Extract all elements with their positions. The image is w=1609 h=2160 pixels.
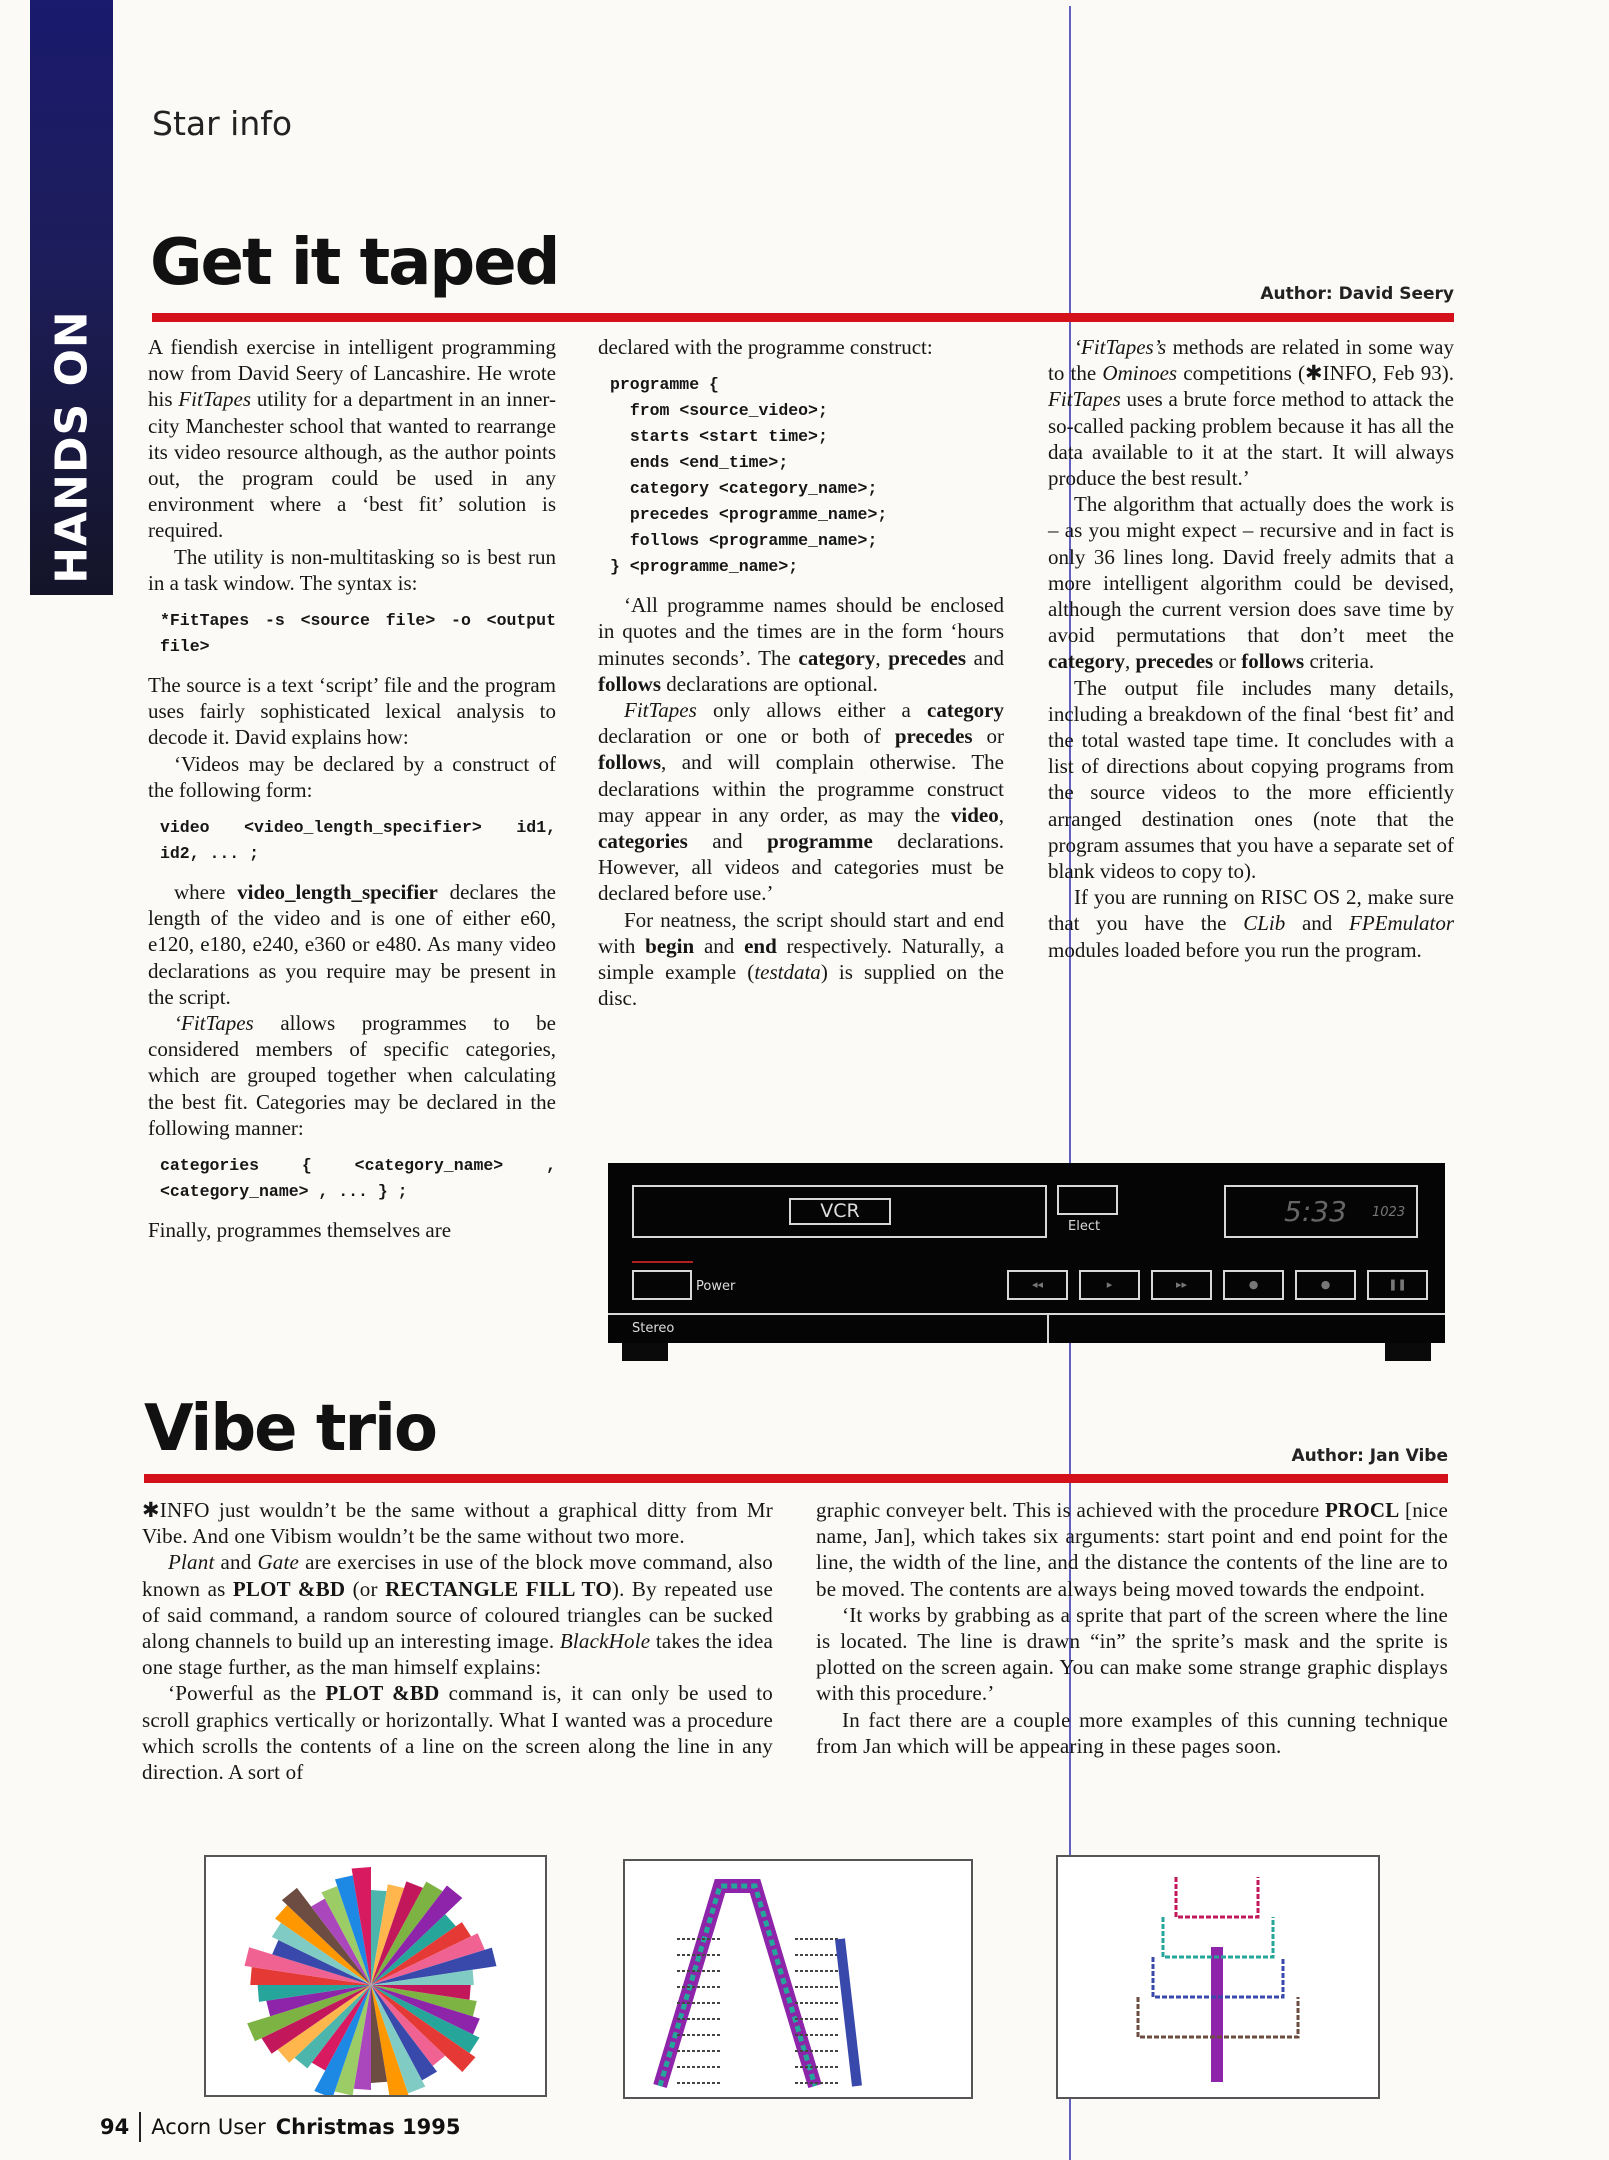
- power-button: [632, 1270, 692, 1300]
- article2-column-1: [142, 1497, 773, 1785]
- transport-button: [1367, 1270, 1428, 1300]
- article-title: Vibe trio: [144, 1392, 436, 1466]
- paragraph: [1048, 491, 1454, 674]
- text-run: and: [687, 829, 768, 854]
- paragraph: [148, 1010, 556, 1141]
- vcr-divider: [608, 1313, 1445, 1315]
- italic-text: ‘FitTapes’s: [1074, 335, 1167, 359]
- bold-text: RECTANGLE FILL TO: [385, 1576, 612, 1601]
- text-run: declaration or one or both of: [598, 724, 895, 749]
- text-run: modules loaded before you run the program.: [1048, 937, 1422, 962]
- text-run: ‘Videos may be declared by a construct of the following form:: [148, 751, 556, 802]
- text-run: ,: [1124, 649, 1136, 674]
- bold-text: category: [927, 698, 1004, 723]
- transport-button: [1151, 1270, 1212, 1300]
- text-run: The source is a text ‘script’ file and the program uses fairly sophisticated lexical analysis to decode it. David explains how:: [148, 673, 556, 750]
- paragraph: [148, 334, 556, 544]
- paragraph: [1048, 884, 1454, 963]
- transport-button-icon: ◂◂: [1031, 1278, 1044, 1291]
- bold-text: programme: [767, 829, 873, 854]
- paragraph: [816, 1497, 1448, 1602]
- title-rule: [144, 1474, 1448, 1483]
- page-footer: [100, 2112, 461, 2142]
- power-label: Power: [696, 1279, 736, 1294]
- transport-button-icon: ●: [1320, 1278, 1331, 1291]
- bold-text: PLOT &BD: [232, 1576, 346, 1601]
- text-run: The utility is non-multitasking so is best run in a task window. The syntax is:: [148, 544, 556, 595]
- transport-button-icon: ▸: [1106, 1278, 1113, 1291]
- text-run: ,: [875, 645, 889, 670]
- code-snippet: categories { <category_name> , <category_name> , ... } ;: [160, 1156, 566, 1202]
- text-run: A fiendish exercise in intelligent programming now from David Seery of Lancashire. He wrote his: [148, 335, 556, 412]
- text-run: ‘It works by grabbing as a sprite that part of the screen where the line is located. The line is drawn “in” the sprite’s mask and the sprite is plotted on the screen again. You can make some strange graphic displays with this procedure.’: [816, 1602, 1448, 1706]
- text-run: only allows either a: [696, 698, 928, 723]
- section-sidebar: [30, 0, 113, 595]
- text-run: and: [214, 1550, 258, 1575]
- vcr-divider-vertical: [1047, 1313, 1049, 1343]
- text-run: ‘All programme names should be enclosed in quotes and the times are in the form ‘hours minutes seconds’. The: [598, 593, 1004, 670]
- article1-column-2: [598, 334, 1004, 1011]
- transport-button: [1079, 1270, 1140, 1300]
- transport-button: [1007, 1270, 1068, 1300]
- paragraph: [1048, 675, 1454, 885]
- bold-text: precedes: [1135, 649, 1214, 674]
- text-run: declares the length of the video and is one of either e60, e120, e180, e240, e360 or e480. As many video declarations as you require may be present in the script.: [148, 880, 556, 1009]
- plant-screenshot: [204, 1855, 547, 2097]
- paragraph: [148, 879, 556, 1010]
- paragraph: [1048, 334, 1454, 491]
- italic-text: FPEmulator: [1349, 911, 1454, 936]
- bold-text: precedes: [888, 645, 967, 670]
- vcr-illustration: [608, 1163, 1445, 1343]
- paragraph: [142, 1680, 773, 1785]
- bold-text: category: [1048, 649, 1125, 674]
- paragraph: [598, 334, 1004, 360]
- transport-button: [1223, 1270, 1284, 1300]
- text-run: methods are related in some way to the: [1048, 335, 1454, 386]
- article-title: Get it taped: [150, 226, 559, 300]
- bold-text: begin: [645, 933, 695, 958]
- italic-text: ‘FitTapes: [174, 1011, 254, 1036]
- text-run: For neatness, the script should start and end with: [598, 907, 1004, 958]
- text-run: ) is supplied on the disc.: [598, 960, 1004, 1011]
- vcr-label-box: [789, 1198, 891, 1225]
- text-run: [nice name, Jan], which takes six arguments: start point and end point for the line, the width of the line, and the distance the contents of the line are to be moved. The contents are always being moved towards the endpoint.: [816, 1498, 1449, 1601]
- scan-artifact-line: [1069, 6, 1071, 2160]
- text-run: , and will complain otherwise. The declarations within the programme construct may appear in any order, as may the: [598, 750, 1004, 827]
- paragraph: [142, 1497, 773, 1549]
- text-run: takes the idea one stage further, as the man himself explains:: [142, 1629, 773, 1680]
- paragraph: [148, 751, 556, 803]
- stereo-label: Stereo: [632, 1321, 675, 1336]
- text-run: respectively. Naturally, a simple example (: [598, 933, 1004, 985]
- issue-date: Christmas 1995: [275, 2115, 461, 2139]
- article-author: Author: David Seery: [1260, 284, 1454, 304]
- italic-text: Plant: [168, 1550, 215, 1575]
- bold-text: follows: [598, 671, 661, 696]
- blackhole-screenshot: [1056, 1855, 1380, 2099]
- text-run: declarations. However, all videos and categories must be declared before use.’: [598, 829, 1005, 906]
- bold-text: video: [950, 802, 999, 827]
- clock-display: [1224, 1185, 1418, 1238]
- arch-band: [840, 1939, 857, 2086]
- italic-text: FitTapes: [1048, 387, 1121, 412]
- italic-text: testdata: [754, 960, 821, 985]
- transport-button-icon: ●: [1248, 1278, 1259, 1291]
- paragraph: [148, 672, 556, 751]
- gate-screenshot: [623, 1859, 973, 2099]
- text-run: ,: [998, 802, 1004, 827]
- text-run: where: [174, 880, 238, 905]
- paragraph: [142, 1549, 773, 1680]
- sidebar-label: HANDS ON: [46, 310, 97, 584]
- bold-text: precedes: [894, 724, 973, 749]
- bold-text: video_length_specifier: [237, 880, 438, 905]
- article1-column-1: [148, 334, 566, 1243]
- text-run: or: [972, 724, 1004, 749]
- article1-column-3: [1048, 334, 1454, 963]
- italic-text: BlackHole: [559, 1629, 651, 1654]
- bold-text: end: [744, 933, 777, 958]
- text-run: declared with the programme construct:: [598, 335, 933, 359]
- text-run: The algorithm that actually does the work is – as you might expect – recursive and in fact is only 36 lines long. David freely admits that a more intelligent algorithm could be devised, although the current version does save time by avoid permutations that don’t meet the: [1048, 492, 1454, 648]
- vcr-foot: [622, 1343, 668, 1361]
- text-run: In fact there are a couple more examples of this cunning technique from Jan which will be appearing in these pages soon.: [816, 1707, 1448, 1758]
- bold-text: follows: [598, 750, 661, 775]
- clock-counter: 1023: [1372, 1205, 1406, 1220]
- text-run: uses a brute force method to attack the so-called packing problem because it has all the data available to it at the start. It will always produce the best result.’: [1048, 387, 1454, 491]
- paragraph: [816, 1707, 1448, 1759]
- text-run: and: [1285, 911, 1349, 936]
- text-run: utility for a department in an inner-city Manchester school that wanted to rearrange its video resource although, as the author points out, the program could be used in any environment where a ‘best fit’ solution is required.: [148, 387, 556, 543]
- text-run: ). By repeated use of said command, a random source of coloured triangles can be sucked along channels to build up an interesting image.: [142, 1576, 773, 1654]
- article-author: Author: Jan Vibe: [1291, 1446, 1448, 1466]
- text-run: criteria.: [1304, 649, 1375, 674]
- bold-text: category: [798, 645, 876, 670]
- code-snippet: video <video_length_specifier> id1, id2, ... ;: [160, 818, 566, 864]
- italic-text: CLib: [1243, 911, 1286, 936]
- article2-column-2: [816, 1497, 1448, 1759]
- paragraph: [148, 544, 556, 596]
- paragraph: [816, 1602, 1448, 1707]
- paragraph: [598, 592, 1004, 697]
- vcr-foot: [1385, 1343, 1431, 1361]
- tree-branch: [1176, 1877, 1258, 1917]
- clock-time: 5:33: [1284, 1195, 1347, 1228]
- text-run: are exercises in use of the block move command, also known as: [142, 1550, 773, 1601]
- paragraph: [598, 697, 1004, 907]
- text-run: ✱INFO just wouldn’t be the same without a graphical ditty from Mr Vibe. And one Vibism wouldn’t be the same without two more.: [142, 1498, 773, 1549]
- text-run: graphic conveyer belt. This is achieved with the procedure: [816, 1498, 1325, 1522]
- vcr-label: VCR: [820, 1200, 860, 1222]
- bold-text: follows: [1241, 649, 1305, 674]
- title-rule: [152, 313, 1454, 322]
- text-run: competitions (✱INFO, Feb 93).: [1177, 361, 1454, 386]
- text-run: allows programmes to be considered members of specific categories, which are grouped together when calculating the best fit. Categories may be declared in the following manner:: [148, 1011, 556, 1140]
- section-title: Star info: [152, 104, 293, 143]
- text-run: declarations are optional.: [661, 671, 878, 696]
- footer-divider: [139, 2112, 141, 2142]
- code-snippet: programme { from <source_video>; starts <start time>; ends <end_time>; category <category_name>; precedes <programme_name>; follows <programme_name>; } <programme_name>;: [610, 375, 888, 577]
- italic-text: Gate: [257, 1550, 300, 1575]
- text-run: Finally, programmes themselves are: [148, 1218, 452, 1243]
- eject-label: Elect: [1068, 1219, 1101, 1234]
- transport-button: [1295, 1270, 1356, 1300]
- text-run: or: [1213, 649, 1242, 674]
- magazine-name: Acorn User: [151, 2115, 266, 2139]
- eject-button: [1057, 1185, 1118, 1215]
- paragraph: [148, 1217, 556, 1243]
- bold-text: categories: [598, 829, 688, 854]
- paragraph: [598, 907, 1004, 1012]
- text-run: ‘Powerful as the: [168, 1681, 326, 1706]
- text-run: command is, it can only be used to scroll graphics vertically or horizontally. What I wanted was a procedure which scrolls the contents of a line on the screen along the line in any direction. A sort of: [142, 1681, 774, 1785]
- transport-button-icon: ❚❚: [1388, 1278, 1407, 1291]
- text-run: The output file includes many details, including a breakdown of the final ‘best fit’ and the total wasted tape time. It concludes with a list of directions about copying programs from the source videos to the more efficiently arranged destination ones (note that the program assumes that you have a separate set of blank videos to copy to).: [1048, 675, 1454, 884]
- page-number: 94: [100, 2115, 130, 2139]
- italic-text: FitTapes: [624, 698, 697, 723]
- text-run: and: [694, 933, 745, 958]
- italic-text: Ominoes: [1102, 361, 1178, 386]
- italic-text: FitTapes: [178, 387, 252, 412]
- transport-button-icon: ▸▸: [1175, 1278, 1188, 1291]
- code-snippet: *FitTapes -s <source file> -o <output file>: [160, 611, 566, 657]
- text-run: (or: [345, 1576, 386, 1601]
- text-run: If you are running on RISC OS 2, make sure that you have the: [1048, 885, 1454, 936]
- text-run: and: [966, 645, 1005, 670]
- power-indicator: [632, 1261, 693, 1263]
- bold-text: PLOT &BD: [325, 1681, 440, 1706]
- bold-text: PROCL: [1325, 1498, 1400, 1522]
- tree-trunk: [1211, 1947, 1223, 2082]
